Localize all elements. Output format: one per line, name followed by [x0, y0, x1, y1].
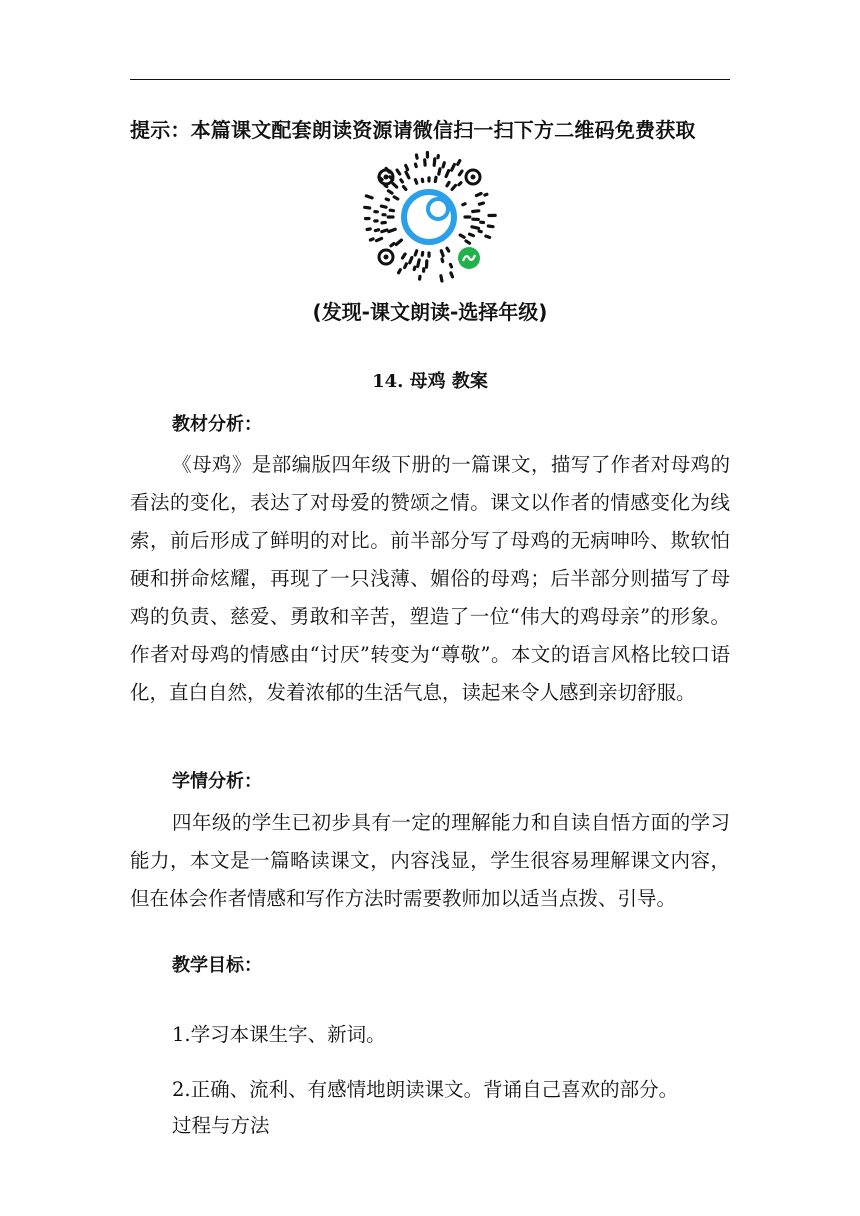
qr-module [414, 267, 415, 269]
qr-module [390, 210, 393, 211]
qr-code-icon [359, 149, 499, 289]
qr-module [393, 184, 397, 187]
heading-material-analysis: 教材分析： [172, 414, 262, 435]
heading-teaching-goals: 教学目标： [172, 955, 262, 976]
qr-module [381, 206, 386, 207]
qr-module [385, 185, 387, 186]
qr-module [458, 161, 460, 165]
qr-module [388, 191, 392, 193]
qr-module [365, 207, 370, 208]
qr-module [367, 229, 370, 230]
qr-module [401, 180, 403, 182]
goal-item-1: 1.学习本课生字、新词。 [172, 1023, 386, 1046]
qr-module [447, 248, 449, 251]
heading-student-analysis: 学情分析： [172, 771, 262, 792]
paragraph-material-analysis: 《母鸡》是部编版四年级下册的一篇课文，描写了作者对母鸡的看法的变化，表达了对母爱的赞颂之情。课文以作者的情感变化为线索，前后形成了鲜明的对比。前半部分写了母鸡的无病呻吟、欺软怕硬和拼命炫耀，再现了一只浅薄、媚俗的母鸡；后半部分则描写了母鸡的负责、慈爱、勇敢和辛苦，塑造了一位“伟大的鸡母亲”的形象。作者对母鸡的情感由“讨厌”转变为“尊敬”。本文的语言风格比较口语化，直白自然，发着浓郁的生活气息，读起来令人感到亲切舒服。 [130, 453, 730, 704]
qr-module [459, 171, 462, 175]
mini-program-qr-code[interactable] [359, 149, 499, 289]
qr-module [406, 165, 408, 169]
qr-module [472, 227, 479, 229]
qr-module [366, 196, 372, 198]
qr-module [460, 235, 464, 237]
qr-module [382, 230, 387, 232]
qr-module [415, 251, 417, 255]
qr-caption: (发现-课文朗读-选择年级) [312, 300, 548, 324]
qr-module [435, 177, 436, 181]
qr-module [391, 244, 394, 246]
qr-module [459, 183, 461, 185]
qr-module [399, 270, 401, 273]
resource-tip: 提示：本篇课文配套朗读资源请微信扫一扫下方二维码免费获取 [130, 118, 696, 142]
qr-module [450, 264, 451, 267]
page-title: 14. 母鸡 教案 [372, 371, 488, 392]
qr-module [473, 211, 479, 212]
qr-module [446, 171, 449, 177]
qr-module [394, 197, 398, 199]
qr-module [415, 180, 416, 184]
qr-module [410, 258, 412, 263]
qr-module [488, 226, 493, 227]
qr-module [406, 172, 409, 178]
qr-module [452, 164, 455, 170]
qr-module [386, 199, 388, 200]
qr-module [447, 182, 449, 185]
qr-module [418, 260, 420, 267]
qr-module [479, 231, 481, 232]
qr-module [375, 230, 378, 231]
qr-module [377, 238, 382, 240]
qr-module [485, 194, 487, 195]
qr-module [479, 203, 483, 204]
header-rule [130, 79, 730, 80]
qr-module [452, 185, 455, 189]
process-method-label: 过程与方法 [172, 1114, 270, 1137]
qr-module [417, 155, 418, 158]
qr-module [441, 251, 443, 256]
qr-module [463, 204, 465, 205]
qr-module [441, 276, 442, 281]
goal-item-2: 2.正确、流利、有感情地朗读课文。背诵自己喜欢的部分。 [172, 1078, 679, 1101]
qr-module [370, 239, 373, 240]
qr-module [451, 273, 453, 277]
qr-module [416, 164, 417, 167]
qr-module [403, 254, 406, 258]
qr-module [439, 169, 440, 174]
qr-module [405, 264, 407, 268]
qr-module [396, 240, 401, 244]
qr-module [404, 187, 406, 190]
qr-module [443, 163, 444, 167]
qr-module [442, 259, 443, 262]
qr-module [476, 194, 481, 196]
qr-module [466, 241, 470, 243]
paragraph-student-analysis: 四年级的学生已初步具有一定的理解能力和自读自悟方面的学习能力，本文是一篇略读课文，内容浅显，学生很容易理解课文内容，但在体会作者情感和写作方法时需要教师加以适当点拨、引导。 [130, 811, 730, 910]
qr-module [486, 236, 490, 237]
qr-module [470, 234, 474, 236]
qr-module [389, 229, 395, 231]
qr-module [434, 159, 435, 166]
qr-module [397, 170, 400, 174]
